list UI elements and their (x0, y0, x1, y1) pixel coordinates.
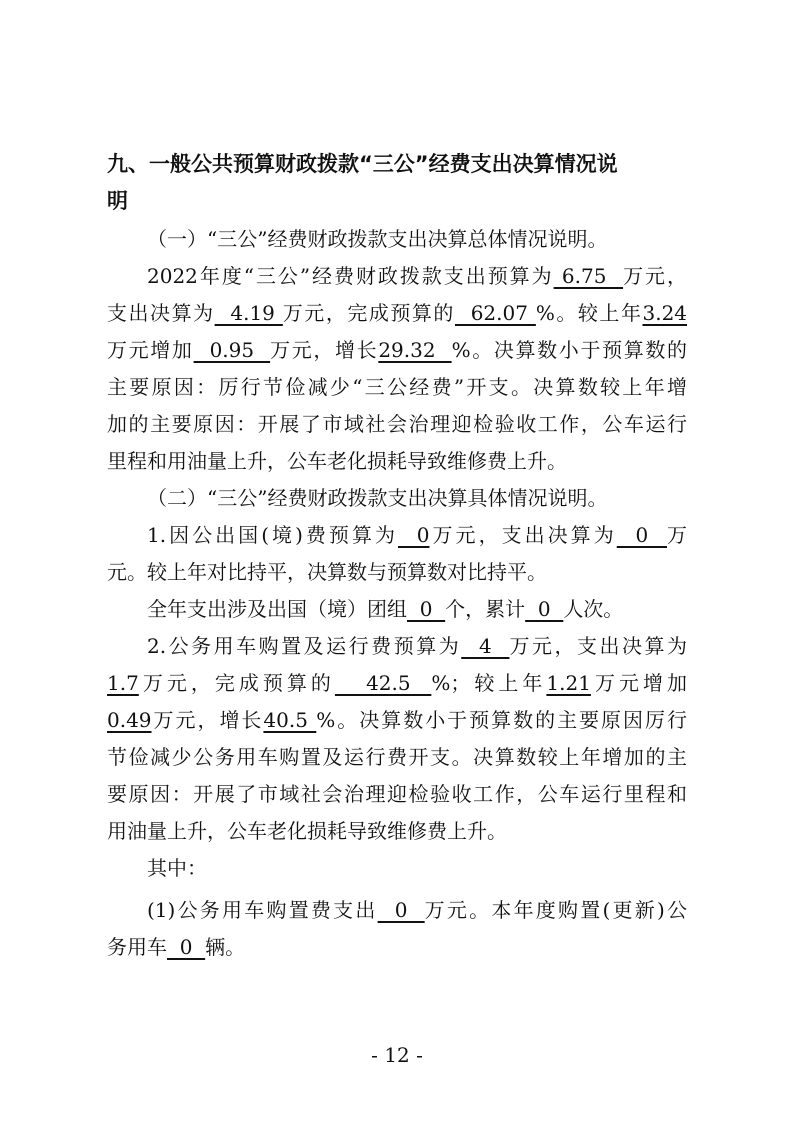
paragraph-line (147, 517, 687, 554)
section-title-line-2: 明 (107, 189, 128, 213)
text: 万元，增长 (151, 708, 264, 732)
text: 万 (667, 523, 687, 547)
text: 1.因公出国(境)费预算为 (147, 523, 398, 547)
fill-blank: 0 (377, 898, 425, 922)
fill-blank: 6.75 (553, 264, 624, 288)
fill-blank: 4 (461, 634, 510, 658)
paragraph-line: 要原因：开展了市域社会治理迎检验收工作，公车运行里程和 (107, 782, 687, 806)
paragraph-line (107, 702, 687, 739)
text: 万元，支出决算为 (509, 634, 688, 658)
fill-blank: 40.5 (263, 708, 317, 732)
text: %。较上年 (535, 301, 643, 325)
paragraph-line (107, 929, 687, 966)
text: 万元，完成预算的 (138, 671, 335, 695)
text: 万元。本年度购置(更新)公 (424, 898, 687, 922)
paragraph-line: 主要原因：厉行节俭减少“三公经费”开支。决算数较上年增 (107, 375, 687, 399)
text: %。决算数小于预算数的主要原因厉行 (316, 708, 687, 732)
fill-blank: 1.21 (546, 671, 591, 695)
paragraph-line (107, 332, 687, 369)
page-number: - 12 - (371, 1043, 423, 1067)
text: 支出决算为 (107, 301, 215, 325)
paragraph-line: 加的主要原因：开展了市域社会治理迎检验收工作，公车运行 (107, 412, 687, 436)
text: 全年支出涉及出国（境）团组 (147, 597, 407, 621)
text: 万元增加 (590, 671, 687, 695)
text: 务用车 (107, 935, 167, 959)
paragraph-line: 元。较上年对比持平，决算数与预算数对比持平。 (107, 560, 547, 584)
text: 万元增加 (107, 338, 194, 362)
fill-blank: 42.5 (334, 671, 432, 695)
paragraph-line (147, 628, 687, 665)
paragraph-line (147, 591, 687, 628)
text: (1)公务用车购置费支出 (147, 898, 378, 922)
fill-blank: 3.24 (642, 301, 688, 325)
paragraph-line (147, 258, 687, 295)
text: 人次。 (563, 597, 624, 621)
text: 万元，支出决算为 (429, 523, 617, 547)
text: 万元， (623, 264, 687, 288)
paragraph-line (107, 295, 687, 332)
fill-blank: 62.07 (454, 301, 536, 325)
fill-blank: 1.7 (107, 671, 139, 695)
text: 2.公务用车购置及运行费预算为 (147, 634, 462, 658)
fill-blank: 0 (616, 523, 667, 547)
paragraph-line: 里程和用油量上升，公车老化损耗导致维修费上升。 (107, 449, 567, 473)
fill-blank: 0 (525, 597, 564, 621)
section-title-line-1: 九、一般公共预算财政拨款“三公”经费支出决算情况说 (107, 152, 618, 176)
text: 万元，完成预算的 (282, 301, 455, 325)
text: %。决算数小于预算数的 (451, 338, 688, 362)
fill-blank: 0.49 (107, 708, 152, 732)
paragraph-line (107, 665, 687, 702)
paragraph-line: 其中： (147, 856, 207, 880)
subsection-heading-2: （二）“三公”经费财政拨款支出决算具体情况说明。 (147, 486, 608, 510)
fill-blank: 0 (398, 523, 430, 547)
paragraph-line (147, 892, 687, 929)
paragraph-line: 节俭减少公务用车购置及运行费开支。决算数较上年增加的主 (107, 745, 687, 769)
subsection-heading-1: （一）“三公”经费财政拨款支出决算总体情况说明。 (147, 227, 608, 251)
fill-blank: 0.95 (193, 338, 271, 362)
fill-blank: 4.19 (214, 301, 283, 325)
text: 万元，增长 (270, 338, 379, 362)
paragraph-line: 用油量上升，公车老化损耗导致维修费上升。 (107, 819, 507, 843)
text: %；较上年 (431, 671, 547, 695)
text: 2022年度“三公”经费财政拨款支出预算为 (147, 264, 554, 288)
fill-blank: 0 (167, 935, 206, 959)
fill-blank: 29.32 (378, 338, 452, 362)
text: 辆。 (205, 935, 246, 959)
fill-blank: 0 (407, 597, 446, 621)
text: 个，累计 (445, 597, 526, 621)
